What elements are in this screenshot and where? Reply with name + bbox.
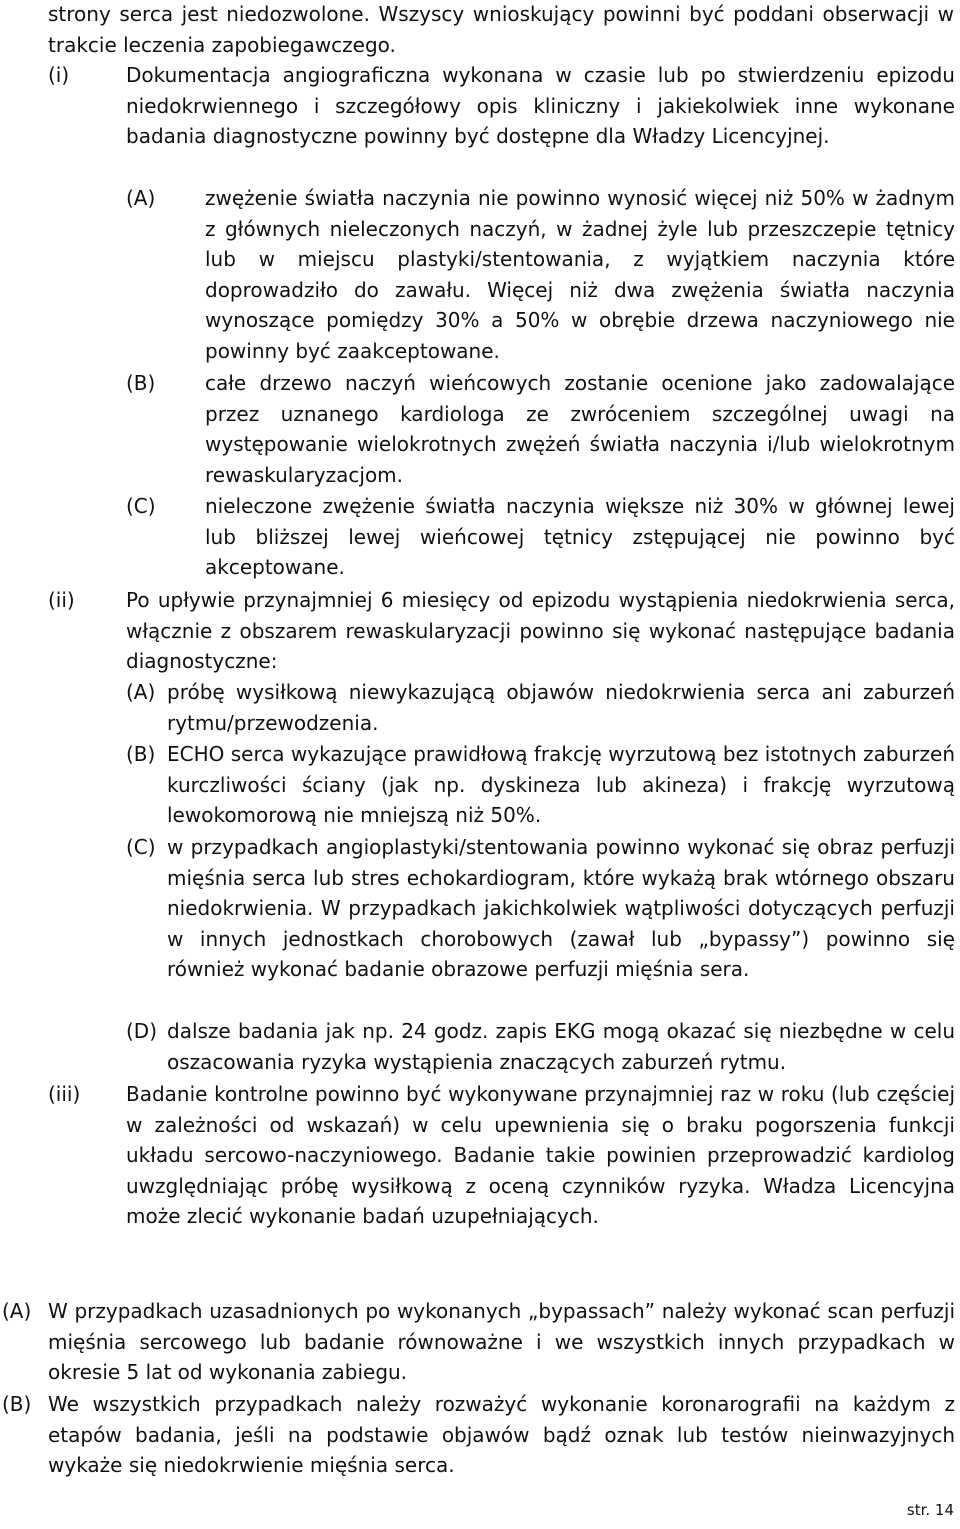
item-i-b-label: (B) (126, 371, 156, 395)
item-ii-b-text: ECHO serca wykazujące prawidłową frakcję wyrzutową bez istotnych zaburzeń kurczliwości ściany (jak np. dyskineza lub akineza) i frakcję wyrzutową lewokomorową nie mniejszą niż 50%. (167, 742, 955, 828)
item-ii-d-text: dalsze badania jak np. 24 godz. zapis EKG mogą okazać się niezbędne w celu oszacowania ryzyka wystąpienia znaczących zaburzeń rytmu. (167, 1019, 955, 1074)
intro-paragraph: strony serca jest niedozwolone. Wszyscy wnioskujący powinni być poddani obserwacji w trakcie leczenia zapobiegawczego. (48, 2, 954, 57)
item-i-text: Dokumentacja angiograficzna wykonana w czasie lub po stwierdzeniu epizodu niedokrwiennego i szczegółowy opis kliniczny i jakiekolwiek inne wykonane badania diagnostyczne powinny być dostępne dla Władzy Licencyjnej. (126, 63, 955, 149)
item-i-c-text: nieleczone zwężenie światła naczynia większe niż 30% w głównej lewej lub bliższej lewej wieńcowej tętnicy zstępującej nie powinno być akceptowane. (205, 494, 955, 580)
footnote-b-text: We wszystkich przypadkach należy rozważyć wykonanie koronarografii na każdym z etapów badania, jeśli na podstawie objawów bądź oznak lub testów nieinwazyjnych wykaże się niedokrwienie mięśnia serca. (48, 1392, 955, 1478)
item-ii-text: Po upływie przynajmniej 6 miesięcy od epizodu wystąpienia niedokrwienia serca, włącznie z obszarem rewaskularyzacji powinno się wykonać następujące badania diagnostyczne: (126, 588, 955, 674)
item-ii-c-text: w przypadkach angioplastyki/stentowania powinno wykonać się obraz perfuzji mięśnia serca lub stres echokardiogram, które wykażą brak wtórnego obszaru niedokrwienia. W przypadkach jakichkolwiek wątpliwości dotyczących perfuzji w innych jednostkach chorobowych (zawał lub „bypassy”) powinno się również wykonać badanie obrazowe perfuzji mięśnia sera. (167, 835, 955, 982)
item-i-b-text: całe drzewo naczyń wieńcowych zostanie ocenione jako zadowalające przez uznanego kardiologa ze zwróceniem szczególnej uwagi na występowanie wielokrotnych zwężeń światła naczynia i/lub wielokrotnym rewaskularyzacjom. (205, 371, 955, 487)
item-ii-b-label: (B) (126, 742, 156, 766)
item-i-a-label: (A) (126, 186, 156, 210)
footnote-a-label: (A) (2, 1299, 32, 1323)
item-i-c-label: (C) (126, 494, 156, 518)
item-ii-a-text: próbę wysiłkową niewykazującą objawów niedokrwienia serca ani zaburzeń rytmu/przewodzenia. (167, 680, 955, 735)
item-i-label: (i) (48, 63, 70, 87)
footnote-b-label: (B) (2, 1392, 32, 1416)
item-ii-d-label: (D) (126, 1019, 158, 1043)
item-ii-c-label: (C) (126, 835, 156, 859)
item-iii-text: Badanie kontrolne powinno być wykonywane przynajmniej raz w roku (lub częściej w zależności od wskazań) w celu upewnienia się o braku pogorszenia funkcji układu sercowo-naczyniowego. Badanie takie powinien przeprowadzić kardiolog uwzględniając próbę wysiłkową z oceną czynników ryzyka. Władza Licencyjna może zlecić wykonanie badań uzupełniających. (126, 1082, 955, 1229)
item-iii-label: (iii) (48, 1082, 81, 1106)
footnote-a-text: W przypadkach uzasadnionych po wykonanych „bypassach” należy wykonać scan perfuzji mięśnia sercowego lub badanie równoważne i we wszystkich innych przypadkach w okresie 5 lat od wykonania zabiegu. (48, 1299, 955, 1385)
item-ii-a-label: (A) (126, 680, 156, 704)
page-number: str. 14 (906, 1501, 954, 1519)
item-i-a-text: zwężenie światła naczynia nie powinno wynosić więcej niż 50% w żadnym z głównych nieleczonych naczyń, w żadnej żyle lub przeszczepie tętnicy lub w miejscu plastyki/stentowania, z wyjątkiem naczynia które doprowadziło do zawału. Więcej niż dwa zwężenia światła naczynia wynoszące pomiędzy 30% a 50% w obrębie drzewa naczyniowego nie powinny być zaakceptowane. (205, 186, 955, 363)
item-ii-label: (ii) (48, 588, 75, 612)
